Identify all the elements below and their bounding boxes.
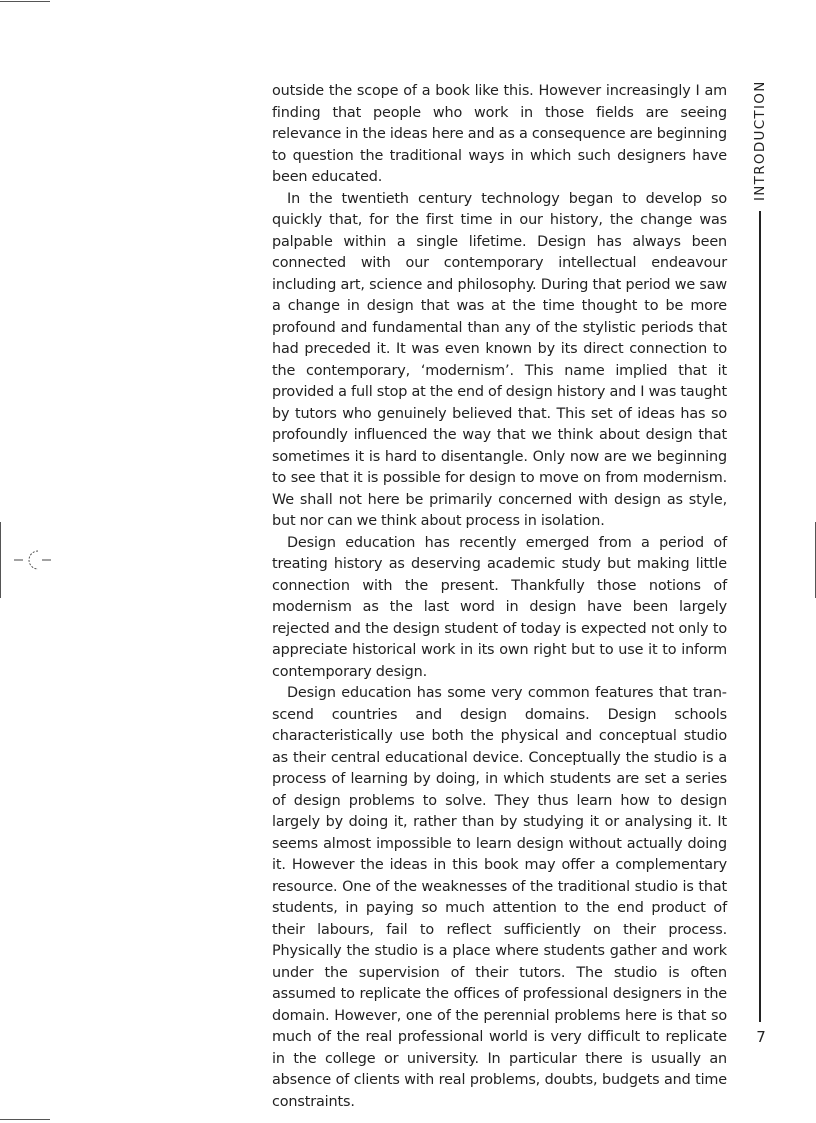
crop-mark-top-left	[0, 1, 50, 2]
running-head: INTRODUCTION	[752, 80, 768, 201]
body-text	[272, 81, 727, 1113]
margin-rule	[759, 211, 761, 1022]
paragraph: outside the scope of a book like this. However increasingly I am finding that people who work in those fields are seeing relevance in the ideas here and as a consequence are beginning to question the traditional ways in which such designers have been educated.	[272, 83, 727, 185]
paragraph: Design education has recently emerged from a period of treating history as deserving academic study but making little connection with the present. Thankfully those notions of modernism as the last word in design have been largely rejected and the design student of today is expected not only to appreciate historical work in its own right but to use it to inform contemporary design.	[272, 534, 727, 680]
page-number: 7	[756, 1028, 766, 1046]
crop-mark-left-edge	[0, 522, 1, 598]
paragraph: In the twentieth century technology began to develop so quickly that, for the first time in our history, the change was palpable within a single lifetime. Design has always been connected with our contemporary intellectual endeavour including art, science and philosophy. During that period we saw a change in design that was at the time thought to be more profound and fundamental than any of the stylistic periods that had preceded it. It was even known by its direct connection to the contemporary, ‘modernism’. This name implied that it provided a full stop at the end of design history and I was taught by tutors who genuinely believed that. This set of ideas has so profoundly influenced the way that we think about design that sometimes it is hard to disentangle. Only now are we beginning to see that it is possible for design to move on from modernism. We shall not here be primarily concerned with design as style, but nor can we think about process in isolation.	[272, 190, 727, 529]
crop-mark-bottom-left	[0, 1119, 50, 1120]
registration-mark-icon	[14, 546, 52, 574]
paragraph: Design education has some very common features that transcend countries and design domains. Design schools characteristically use both the physical and conceptual studio as their central educational device. Conceptually the studio is a process of learning by doing, in which students are set a series of design problems to solve. They thus learn how to design largely by doing it, rather than by studying it or analysing it. It seems almost impossible to learn design without actually doing it. However the ideas in this book may offer a complementary resource. One of the weaknesses of the traditional studio is that students, in paying so much attention to the end product of their labours, fail to reflect sufficiently on their process. Physically the studio is a place where students gather and work under the supervision of their tutors. The studio is often assumed to replicate the offices of professional designers in the domain. However, one of the perennial problems here is that so much of the real professional world is very difficult to replicate in the college or university. In particular there is usually an absence of clients with real problems, doubts, budgets and time constraints.	[272, 685, 727, 1110]
